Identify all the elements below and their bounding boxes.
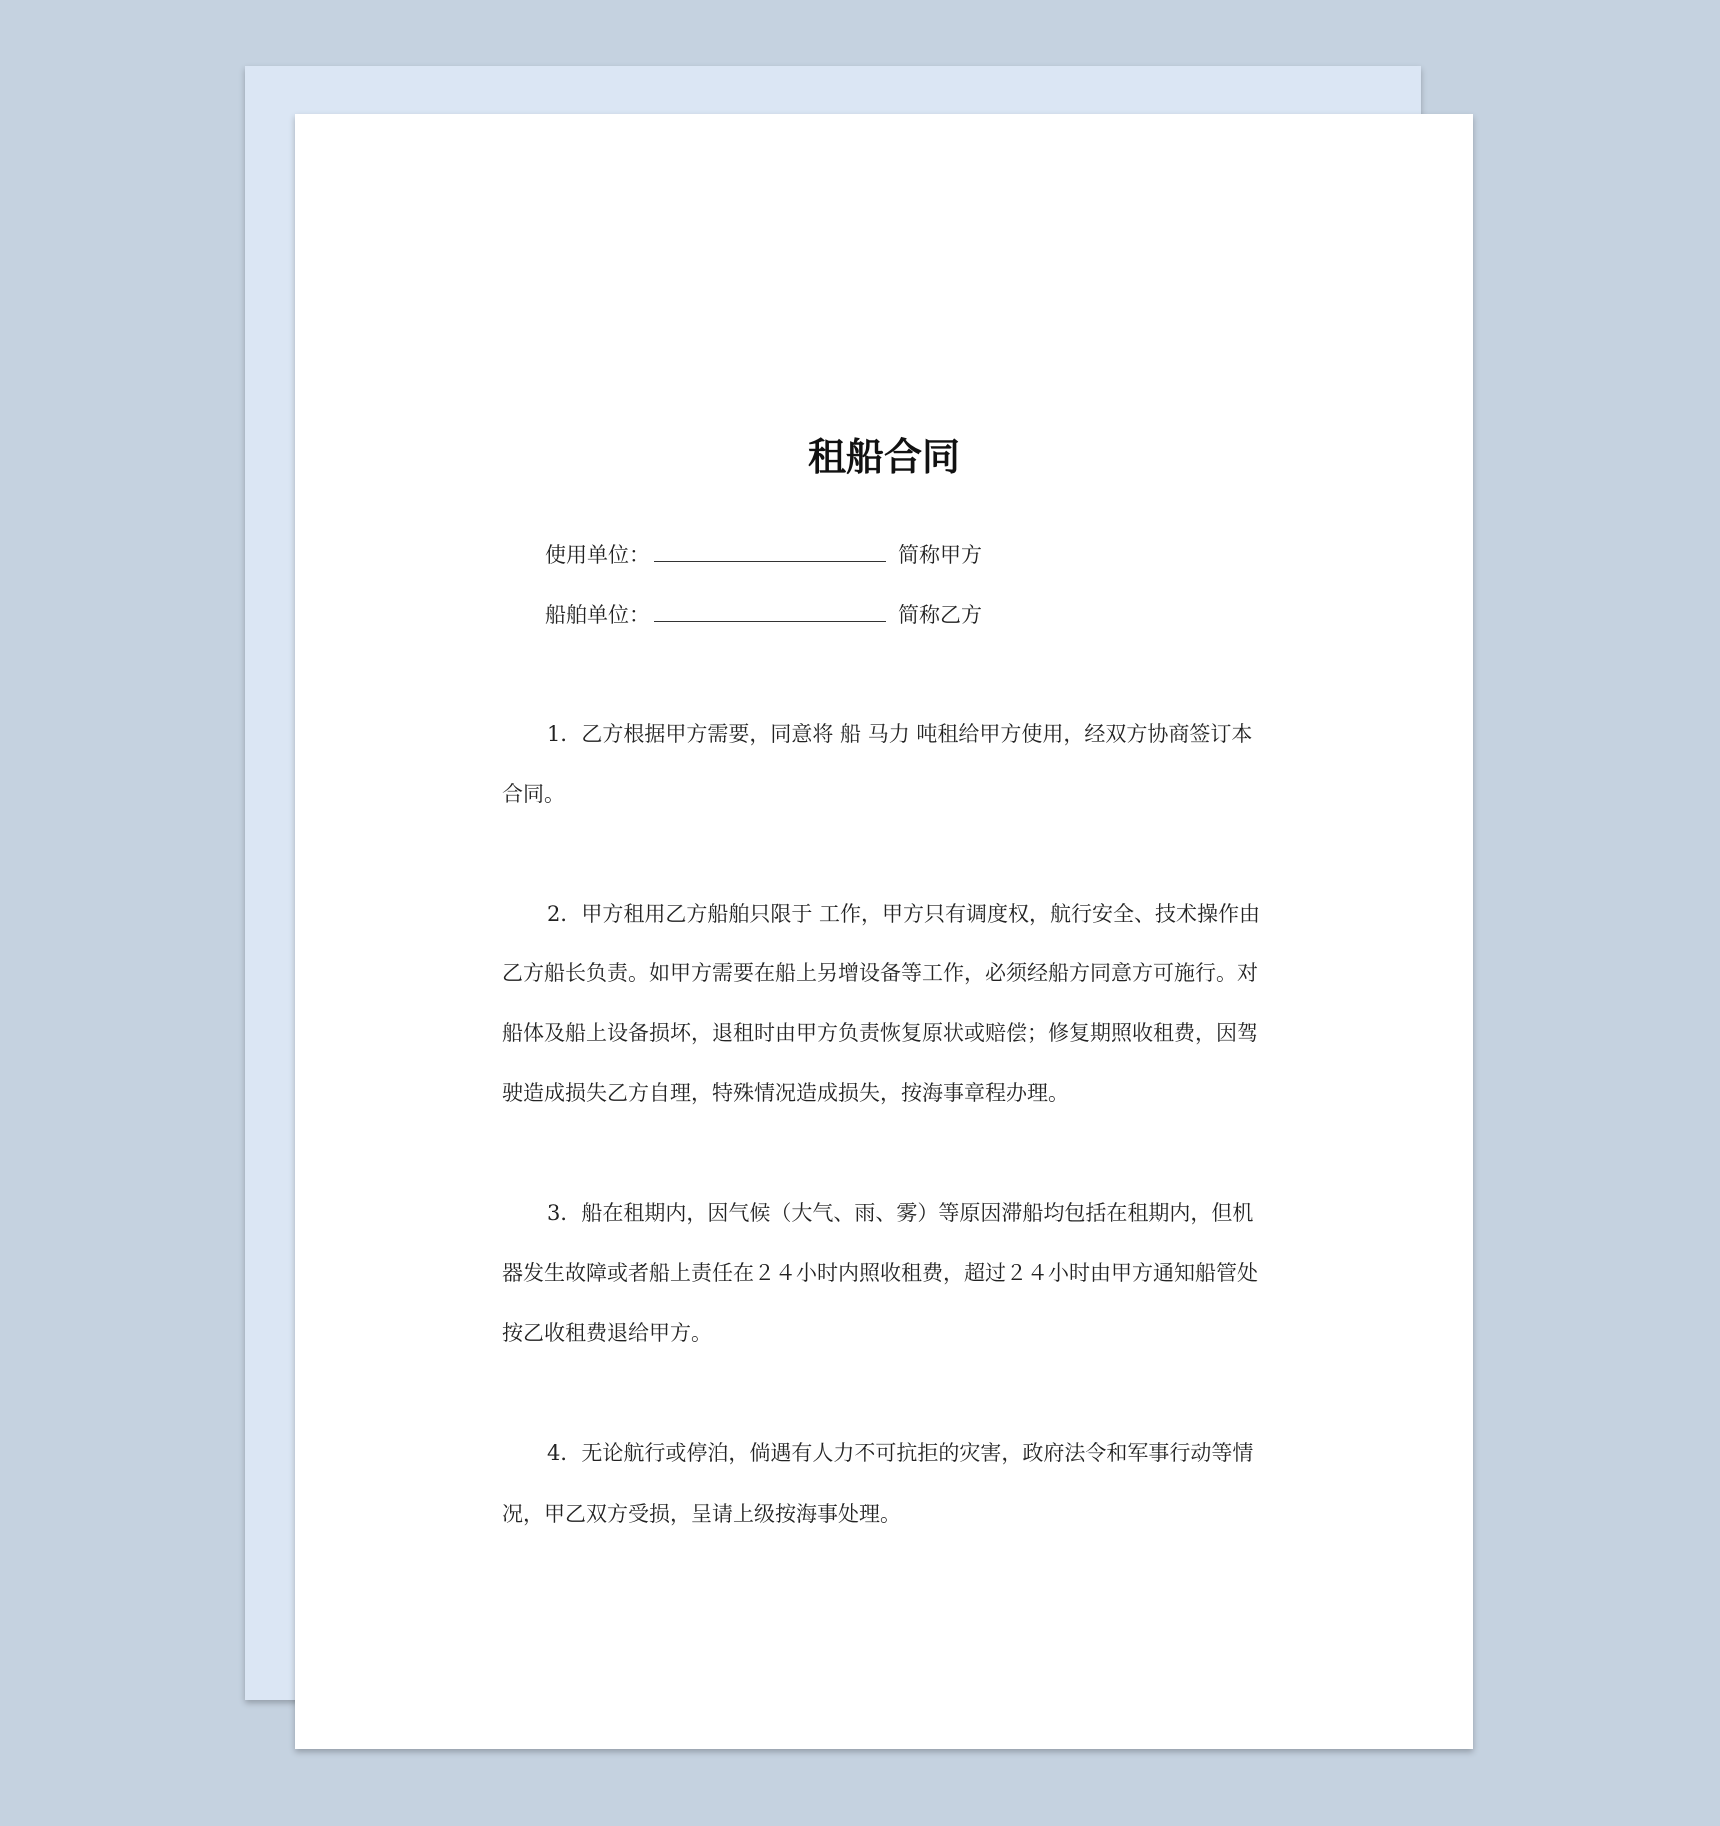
party-b-line bbox=[545, 602, 982, 628]
party-b-suffix: 简称乙方 bbox=[898, 603, 982, 627]
document-page bbox=[295, 114, 1473, 1749]
clause-4-line-2: 况，甲乙双方受损，呈请上级按海事处理。 bbox=[502, 1502, 901, 1526]
party-a-suffix: 简称甲方 bbox=[898, 543, 982, 567]
clause-1-line-1: 1．乙方根据甲方需要，同意将 船 马力 吨租给甲方使用，经双方协商签订本 bbox=[547, 722, 1253, 746]
clause-3-line-1: 3．船在租期内，因气候（大气、雨、雾）等原因滞船均包括在租期内，但机 bbox=[547, 1201, 1254, 1225]
clause-2-line-2: 乙方船长负责。如甲方需要在船上另增设备等工作，必须经船方同意方可施行。对 bbox=[502, 961, 1258, 985]
clause-3-line-2: 器发生故障或者船上责任在２４小时内照收租费，超过２４小时由甲方通知船管处 bbox=[502, 1261, 1258, 1285]
clause-2-line-1: 2．甲方租用乙方船舶只限于 工作，甲方只有调度权，航行安全、技术操作由 bbox=[547, 902, 1261, 926]
clause-1-line-2: 合同。 bbox=[502, 782, 565, 806]
clause-2-line-4: 驶造成损失乙方自理，特殊情况造成损失，按海事章程办理。 bbox=[502, 1081, 1069, 1105]
party-a-line bbox=[545, 542, 982, 568]
party-a-label: 使用单位： bbox=[545, 543, 650, 567]
party-a-blank[interactable] bbox=[654, 543, 886, 562]
document-title: 租船合同 bbox=[807, 435, 960, 479]
clause-2-line-3: 船体及船上设备损坏，退租时由甲方负责恢复原状或赔偿；修复期照收租费，因驾 bbox=[502, 1021, 1258, 1045]
clause-4-line-1: 4．无论航行或停泊，倘遇有人力不可抗拒的灾害，政府法令和军事行动等情 bbox=[547, 1441, 1254, 1465]
party-b-blank[interactable] bbox=[654, 603, 886, 622]
clause-3-line-3: 按乙收租费退给甲方。 bbox=[502, 1321, 712, 1345]
party-b-label: 船舶单位： bbox=[545, 603, 650, 627]
